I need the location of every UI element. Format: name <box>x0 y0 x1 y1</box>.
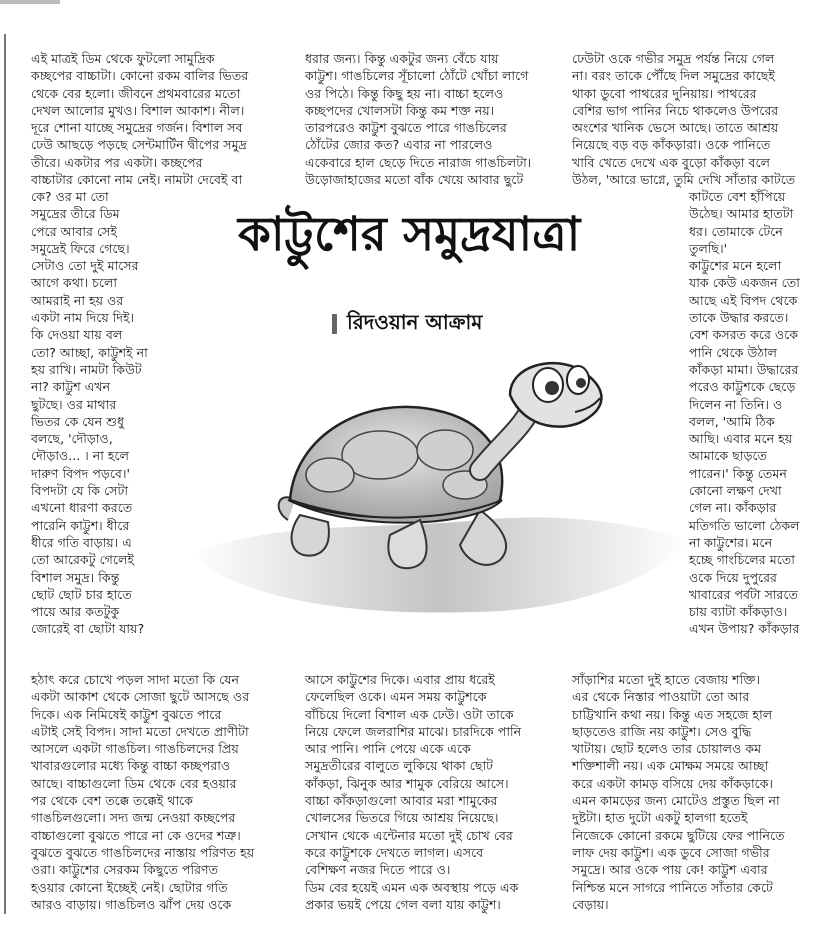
text-line: দুষ্টটা। হাত দুটো একটু হালগা হতেই <box>572 810 748 826</box>
text-line: ঠোঁটের জোর কত? এবার না পারলেও <box>305 137 493 153</box>
text-line: ঢেউ আছড়ে পড়ছে সেন্টমার্টিন দ্বীপের সমুদ্র <box>31 137 247 153</box>
text-line: চাট্টিখানি কথা নয়। কিন্তু এত সহজে হাল <box>572 706 773 722</box>
text-line: বুঝতে বুঝতে গাঙচিলদের নাস্তায় পরিণত হয় <box>31 844 255 860</box>
text-line: পর থেকে বেশ তক্কে তক্কেই থাকে <box>31 793 193 809</box>
text-line: এখনো ধারণা করতে <box>31 500 133 516</box>
text-line: ধীরে গতি বাড়ায়। এ <box>31 534 132 550</box>
text-line: আর পানি। পানি পেয়ে একে একে <box>305 741 471 757</box>
text-line: বেশ কসরত করে ওকে <box>689 327 799 343</box>
text-line: থাকা ডুবো পাথরের দুনিয়ায়। পাথরের <box>572 85 757 101</box>
text-line: আমরাই না হয় ওর <box>31 292 124 308</box>
text-line: সেখান থেকে এন্টেনার মতো দুই চোখ বের <box>305 827 513 843</box>
text-line: আরও বাড়ায়। গাঙচিলও ঝাঁপ দেয় ওকে <box>31 896 232 912</box>
column-3-top-text <box>572 50 795 188</box>
text-line: ছাড়তেও রাজি নয় কাট্টুশ। সেও বুদ্ধি <box>572 723 752 739</box>
text-line: ওরা। কাট্টুশের সেরকম কিছুতে পরিণত <box>31 862 219 878</box>
text-line: ছুটছে। ওর মাথার <box>31 396 117 412</box>
text-line: খোলসের ভিতরে গিয়ে আশ্রয় নিয়েছে। <box>305 810 499 826</box>
text-line: পায়ে আর কতটুকু <box>31 604 120 620</box>
text-line: খাবি খেতে দেখে এক বুড়ো কাঁকড়া বলে <box>572 154 770 170</box>
text-line: বাচ্চা কাঁকড়াগুলো আবার মরা শামুকের <box>305 793 498 809</box>
text-line: ফেলেছিল ওকে। এমন সময় কাট্টুশকে <box>305 689 487 705</box>
text-line: বলছে, 'দৌড়াও, <box>31 431 113 447</box>
text-line: না? কাট্টুশ এখন <box>31 379 111 395</box>
text-line: ধর। তোমাকে টেনে <box>689 223 783 239</box>
text-line: দূরে শোনা যাচ্ছে সমুদ্রের গর্জন। বিশাল সব <box>31 120 243 136</box>
text-line: সাঁড়াশির মতো দুই হাতে বেজায় শক্তি। <box>572 672 760 687</box>
text-line: না। বরং তাকে পৌঁছে দিল সমুদ্রের কাছেই <box>572 68 775 84</box>
text-line: কোনো লক্ষণ দেখা <box>689 483 782 499</box>
text-line: হচ্ছে গাংচিলের মতো <box>689 552 795 568</box>
turtle-back-leg <box>292 515 329 556</box>
text-line: একটা আকাশ থেকে সোজা ছুটে আসছে ওর <box>31 689 250 705</box>
column-3-bottom-text <box>572 671 785 913</box>
text-line: পারেনি কাট্টুশ। ধীরে <box>31 517 130 533</box>
text-line: তীরে। একটার পর একটা। কচ্ছপের <box>31 154 203 170</box>
text-line: ধরার জন্য। কিন্তু একটুর জন্য বেঁচে যায় <box>305 51 499 66</box>
text-line: যাক কেউ একজন তো <box>689 275 800 291</box>
text-line: পারেন।' কিন্তু তেমন <box>689 465 787 481</box>
text-line: এর থেকে নিস্তার পাওয়াটা তো আর <box>572 689 750 705</box>
text-line: হঠাৎ করে চোখে পড়ল সাদা মতো কি যেন <box>31 672 240 687</box>
text-line: বেশিক্ষণ নজর দিতে পারে ও। <box>305 862 451 878</box>
column-1-narrow-text <box>31 188 148 638</box>
text-line: তো আরেকটু গেলেই <box>31 552 134 568</box>
column-3-narrow-text <box>689 188 800 638</box>
byline-bar <box>332 314 337 334</box>
text-line: কে? ওর মা তো <box>31 189 109 204</box>
text-line: পানি থেকে উঠাল <box>689 344 778 360</box>
text-line: এমন কামড়ের জন্য মোটেও প্রস্তুত ছিল না <box>572 793 780 809</box>
column-1-bottom-text <box>31 671 254 913</box>
text-line: তারপরেও কাট্টুশ বুঝতে পারে গাঙচিলের <box>305 120 507 136</box>
text-line: একটা নাম দিয়ে দিই। <box>31 310 135 326</box>
column-2-top-text <box>305 50 531 188</box>
turtle-illustration <box>180 350 700 650</box>
text-line: দেখল আলোর মুখও। বিশাল আকাশ। নীল। <box>31 102 245 118</box>
text-line: জোরেই বা ছোটা যায়? <box>31 621 145 637</box>
text-line: কি দেওয়া যায় বল <box>31 327 123 343</box>
text-line: মতিগতি ভালো ঠেকল <box>689 517 800 533</box>
text-line: কচ্ছপদের খোলসটা কিন্তু কম শক্ত নয়। <box>305 102 495 118</box>
article-author: রিদওয়ান আক্রাম <box>347 310 483 334</box>
text-line: বেশির ভাগ পানির নিচে থাকলেও উপরের <box>572 102 779 118</box>
text-line: শক্তিশালী নয়। এক মোক্ষম সময়ে আচ্ছা <box>572 758 769 774</box>
text-line: ওর পিঠে। কিন্তু কিছু হয় না। বাচ্চা হলেও <box>305 85 504 101</box>
text-line: না কাট্টুশের। মনে <box>689 534 773 550</box>
article-title: কাট্টুশের সমুদ্রযাত্রা <box>238 207 581 262</box>
text-line: কাট্টুশের মনে হলো <box>689 258 782 274</box>
page-corner-mark <box>0 0 60 4</box>
text-line: লাফ দেয় কাট্টুশ। এক ডুবে সোজা গভীর <box>572 844 770 860</box>
text-line: চায় ব্যাটা কাঁকড়াও। <box>689 604 788 620</box>
text-line: নিশ্চিন্ত মনে সাগরে পানিতে সাঁতার কেটে <box>572 879 773 895</box>
text-line: ওকে দিয়ে দুপুরের <box>689 569 777 585</box>
text-line: তাকে উদ্ধার করতে। <box>689 310 789 326</box>
text-line: সেটাও তো দুই মাসের <box>31 258 139 274</box>
text-line: এটাই সেই বিপদ। সাদা মতো দেখতে প্রাণীটা <box>31 723 249 739</box>
column-1-top-text <box>31 50 248 188</box>
text-line: আছে এই বিপদ থেকে <box>689 292 798 308</box>
text-line: দারুণ বিপদ পড়বে।' <box>31 465 130 481</box>
text-line: তো? আচ্ছা, কাট্টুশই না <box>31 344 148 360</box>
text-line: করে একটা কামড় বসিয়ে দেয় কাঁকড়াকে। <box>572 775 774 791</box>
text-line: উঠল, 'আরে ভাগ্নে, তুমি দেখি সাঁতার কাটতে <box>572 172 796 188</box>
shell-plate-3 <box>306 458 354 492</box>
text-line: নিজেকে কোনো রকমে ছুটিয়ে ফের পানিতে <box>572 827 785 843</box>
shell-plate-2 <box>417 430 473 470</box>
text-line: নিয়েছে বড় বড় কাঁকড়ারা। ওকে পানিতে <box>572 137 771 153</box>
text-line: কাটতে বেশ হাঁপিয়ে <box>689 189 786 204</box>
text-line: আছি। এবার মনে হয় <box>689 431 793 447</box>
text-line: এখন উপায়? কাঁকড়ার <box>689 621 800 637</box>
text-line: দিকে। এক নিমিষেই কাট্টুশ বুঝতে পারে <box>31 706 222 722</box>
text-line: আসলে একটা গাঙচিল। গাঙচিলদের প্রিয় <box>31 741 239 757</box>
text-line: ছোট ছোট চার হাতে <box>31 586 132 602</box>
text-line: বেড়ায়। <box>572 896 609 912</box>
text-line: ডিম বের হয়েই এমন এক অবস্থায় পড়ে এক <box>305 879 519 895</box>
text-line: থেকে বের হলো। জীবনে প্রথমবারের মতো <box>31 85 241 101</box>
text-line: পরেও কাট্টুশকে ছেড়ে <box>689 379 796 395</box>
text-line: তুলছি।' <box>689 240 728 256</box>
text-line: হয় রাখি। নামটা কিউট <box>31 361 142 377</box>
column-2-bottom-text <box>305 671 521 913</box>
text-line: কাট্টুশ। গাঙচিলের সূঁচালো ঠোঁটে খোঁচা লাগে <box>305 68 529 84</box>
text-line: উঠেছ। আমার হাতটা <box>689 206 794 222</box>
text-line: অংশের খানিক ভেসে আছে। তাতে আশ্রয় <box>572 120 779 136</box>
text-line: বাচ্চাগুলো বুঝতে পারে না কে ওদের শত্রু। <box>31 827 241 843</box>
text-line: বাঁচিয়ে দিলো বিশাল এক ঢেউ। ওটা তাকে <box>305 706 514 722</box>
ground-shadow <box>190 518 690 613</box>
text-line: সমুদ্রের তীরে ডিম <box>31 206 120 222</box>
text-line: দৌড়াও... । না হলে <box>31 448 129 464</box>
text-line: সমুদ্রে। আর ওকে পায় কে! কাট্টুশ এবার <box>572 862 768 878</box>
text-line: করে কাট্টুশকে দেখতে লাগল। এসবে <box>305 844 484 860</box>
text-line: সমুদ্রেই ফিরে গেছে। <box>31 240 130 256</box>
text-line: খাটায়। ছোট হলেও তার চোয়ালও কম <box>572 741 762 757</box>
text-line: ঢেউটা ওকে গভীর সমুদ্র পর্যন্ত নিয়ে গেল <box>572 51 775 66</box>
text-line: খাবারগুলোর মধ্যে কিন্তু বাচ্চা কচ্ছপরাও <box>31 758 231 774</box>
text-line: আসে কাট্টুশের দিকে। এবার প্রায় ধরেই <box>305 672 495 687</box>
text-line: আমাকে ছাড়তে <box>689 448 767 464</box>
text-line: একেবারে হাল ছেড়ে দিতে নারাজ গাঙচিলটা। <box>305 154 532 170</box>
text-line: কাঁকড়া মামা। উদ্ধারের <box>689 361 799 377</box>
text-line: বিপদটা যে কি সেটা <box>31 483 129 499</box>
turtle-front-leg <box>460 510 506 565</box>
text-line: বাচ্চাটার কোনো নাম নেই। নামটা দেবেই বা <box>31 172 243 188</box>
text-line: কাঁকড়া, ঝিনুক আর শামুক বেরিয়ে আসে। <box>305 775 509 791</box>
text-line: পেরে আবার সেই <box>31 223 117 239</box>
text-line: নিয়ে ফেলে জলরাশির মাঝে। চারদিকে পানি <box>305 723 522 739</box>
text-line: আগে কথা। চলো <box>31 275 118 291</box>
text-line: প্রকার ভয়ই পেয়ে গেল বলা যায় কাট্টুশ। <box>305 896 501 912</box>
text-line: দিলেন না তিনি। ও <box>689 396 783 412</box>
text-line: গাঙচিলগুলো। সদ্য জন্ম নেওয়া কচ্ছপের <box>31 810 236 826</box>
text-line: বিশাল সমুদ্র। কিন্তু <box>31 569 120 585</box>
text-line: আছে। বাচ্চাগুলো ডিম থেকে বের হওয়ার <box>31 775 237 791</box>
text-line: উড়োজাহাজের মতো বাঁক খেয়ে আবার ছুটে <box>305 172 524 188</box>
text-line: কচ্ছপের বাচ্চাটা। কোনো রকম বালির ভিতর <box>31 68 249 84</box>
text-line: হওয়ার কোনো ইচ্ছেই নেই। ছোটার গতি <box>31 879 228 895</box>
text-line: খাবারের পর্বটা সারতে <box>689 586 798 602</box>
text-line: গেল না। কাঁকড়ার <box>689 500 777 516</box>
text-line: সমুদ্রতীরের বালুতে লুকিয়ে থাকা ছোট <box>305 758 494 774</box>
text-line: এই মাত্রই ডিম থেকে ফুটলো সামুদ্রিক <box>31 51 215 66</box>
page-margin-rule <box>4 34 6 914</box>
text-line: ভিতর কে যেন শুধু <box>31 413 125 429</box>
text-line: বলল, 'আমি ঠিক <box>689 413 775 429</box>
